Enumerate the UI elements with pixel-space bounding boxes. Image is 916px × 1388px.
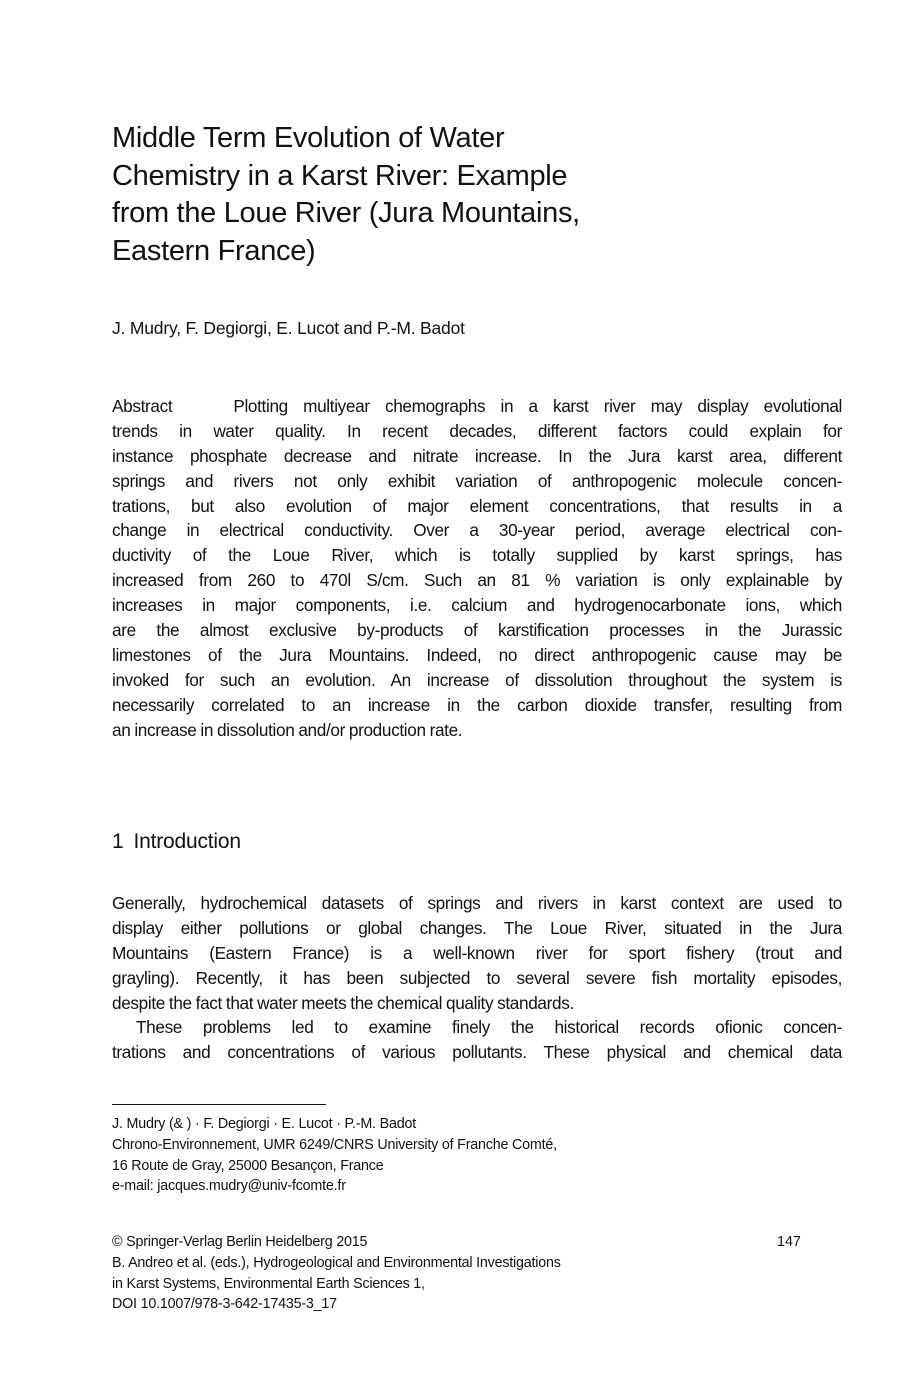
footnote-rule (112, 1104, 326, 1105)
abstract-line: increases in major components, i.e. calcium and hydrogenocarbonate ions, which (112, 595, 842, 616)
footnote-line: J. Mudry (& ) · F. Degiorgi · E. Lucot · P.-M. Badot (112, 1116, 416, 1132)
body-line: trations and concentrations of various pollutants. These physical and chemical data (112, 1042, 842, 1063)
copyright-line: © Springer-Verlag Berlin Heidelberg 2015 (112, 1234, 368, 1250)
abstract-line: Abstract Plotting multiyear chemographs in a karst river may display evolutional (112, 396, 842, 416)
abstract-line: are the almost exclusive by-products of karstification processes in the Jurassic (112, 620, 842, 641)
doi-line: DOI 10.1007/978-3-642-17435-3_17 (112, 1296, 337, 1313)
footnote-line: 16 Route de Gray, 25000 Besançon, France (112, 1157, 384, 1174)
abstract (112, 394, 842, 742)
title-line: from the Loue River (Jura Mountains, (112, 197, 580, 229)
title-line: Chemistry in a Karst River: Example (112, 159, 568, 192)
abstract-line: limestones of the Jura Mountains. Indeed, no direct anthropogenic cause may be (112, 644, 842, 665)
footnote-line: Chrono-Environnement, UMR 6249/CNRS University of Franche Comté, (112, 1136, 557, 1153)
abstract-line: trends in water quality. In recent decades, different factors could explain for (112, 420, 842, 441)
publication-info (112, 1232, 812, 1315)
abstract-line: change in electrical conductivity. Over a 30-year period, average electrical con- (112, 520, 842, 541)
abstract-line: necessarily correlated to an increase in the carbon dioxide transfer, resulting from (112, 694, 842, 715)
authors: J. Mudry, F. Degiorgi, E. Lucot and P.-M. Badot (112, 318, 465, 338)
intro-paragraphs (112, 891, 842, 1065)
page-number: 147 (777, 1234, 801, 1250)
paper-title (112, 120, 672, 270)
footnote-email: e-mail: jacques.mudry@univ-fcomte.fr (112, 1178, 346, 1195)
title-line: Middle Term Evolution of Water (112, 122, 505, 154)
publication-line: B. Andreo et al. (eds.), Hydrogeological and Environmental Investigations (112, 1254, 561, 1271)
body-line: These problems led to examine finely the historical records ofionic concen- (136, 1017, 842, 1038)
body-line: grayling). Recently, it has been subjected to several severe fish mortality episodes, (112, 967, 842, 988)
abstract-line: trations, but also evolution of major element concentrations, that results in a (112, 495, 842, 516)
title-line: Eastern France) (112, 234, 316, 267)
body-line: display either pollutions or global changes. The Loue River, situated in the Jura (112, 917, 842, 938)
publication-line: in Karst Systems, Environmental Earth Sciences 1, (112, 1275, 425, 1292)
section-heading (112, 830, 241, 854)
author-affiliation-footnote (112, 1114, 557, 1197)
abstract-line: instance phosphate decrease and nitrate increase. In the Jura karst area, different (112, 445, 842, 466)
abstract-line: invoked for such an evolution. An increase of dissolution throughout the system is (112, 669, 842, 690)
section-number: 1 (112, 830, 124, 853)
abstract-line: increased from 260 to 470l S/cm. Such an 81 % variation is only explainable by (112, 570, 842, 591)
section-title: Introduction (133, 830, 241, 853)
body-line: Generally, hydrochemical datasets of springs and rivers in karst context are used to (112, 893, 842, 913)
abstract-label: Abstract (112, 396, 173, 416)
abstract-line: an increase in dissolution and/or production rate. (112, 719, 463, 740)
body-line: despite the fact that water meets the chemical quality standards. (112, 992, 574, 1013)
abstract-line: ductivity of the Loue River, which is totally supplied by karst springs, has (112, 545, 842, 566)
body-line: Mountains (Eastern France) is a well-known river for sport fishery (trout and (112, 942, 842, 963)
abstract-line: springs and rivers not only exhibit variation of anthropogenic molecule concen- (112, 470, 842, 491)
